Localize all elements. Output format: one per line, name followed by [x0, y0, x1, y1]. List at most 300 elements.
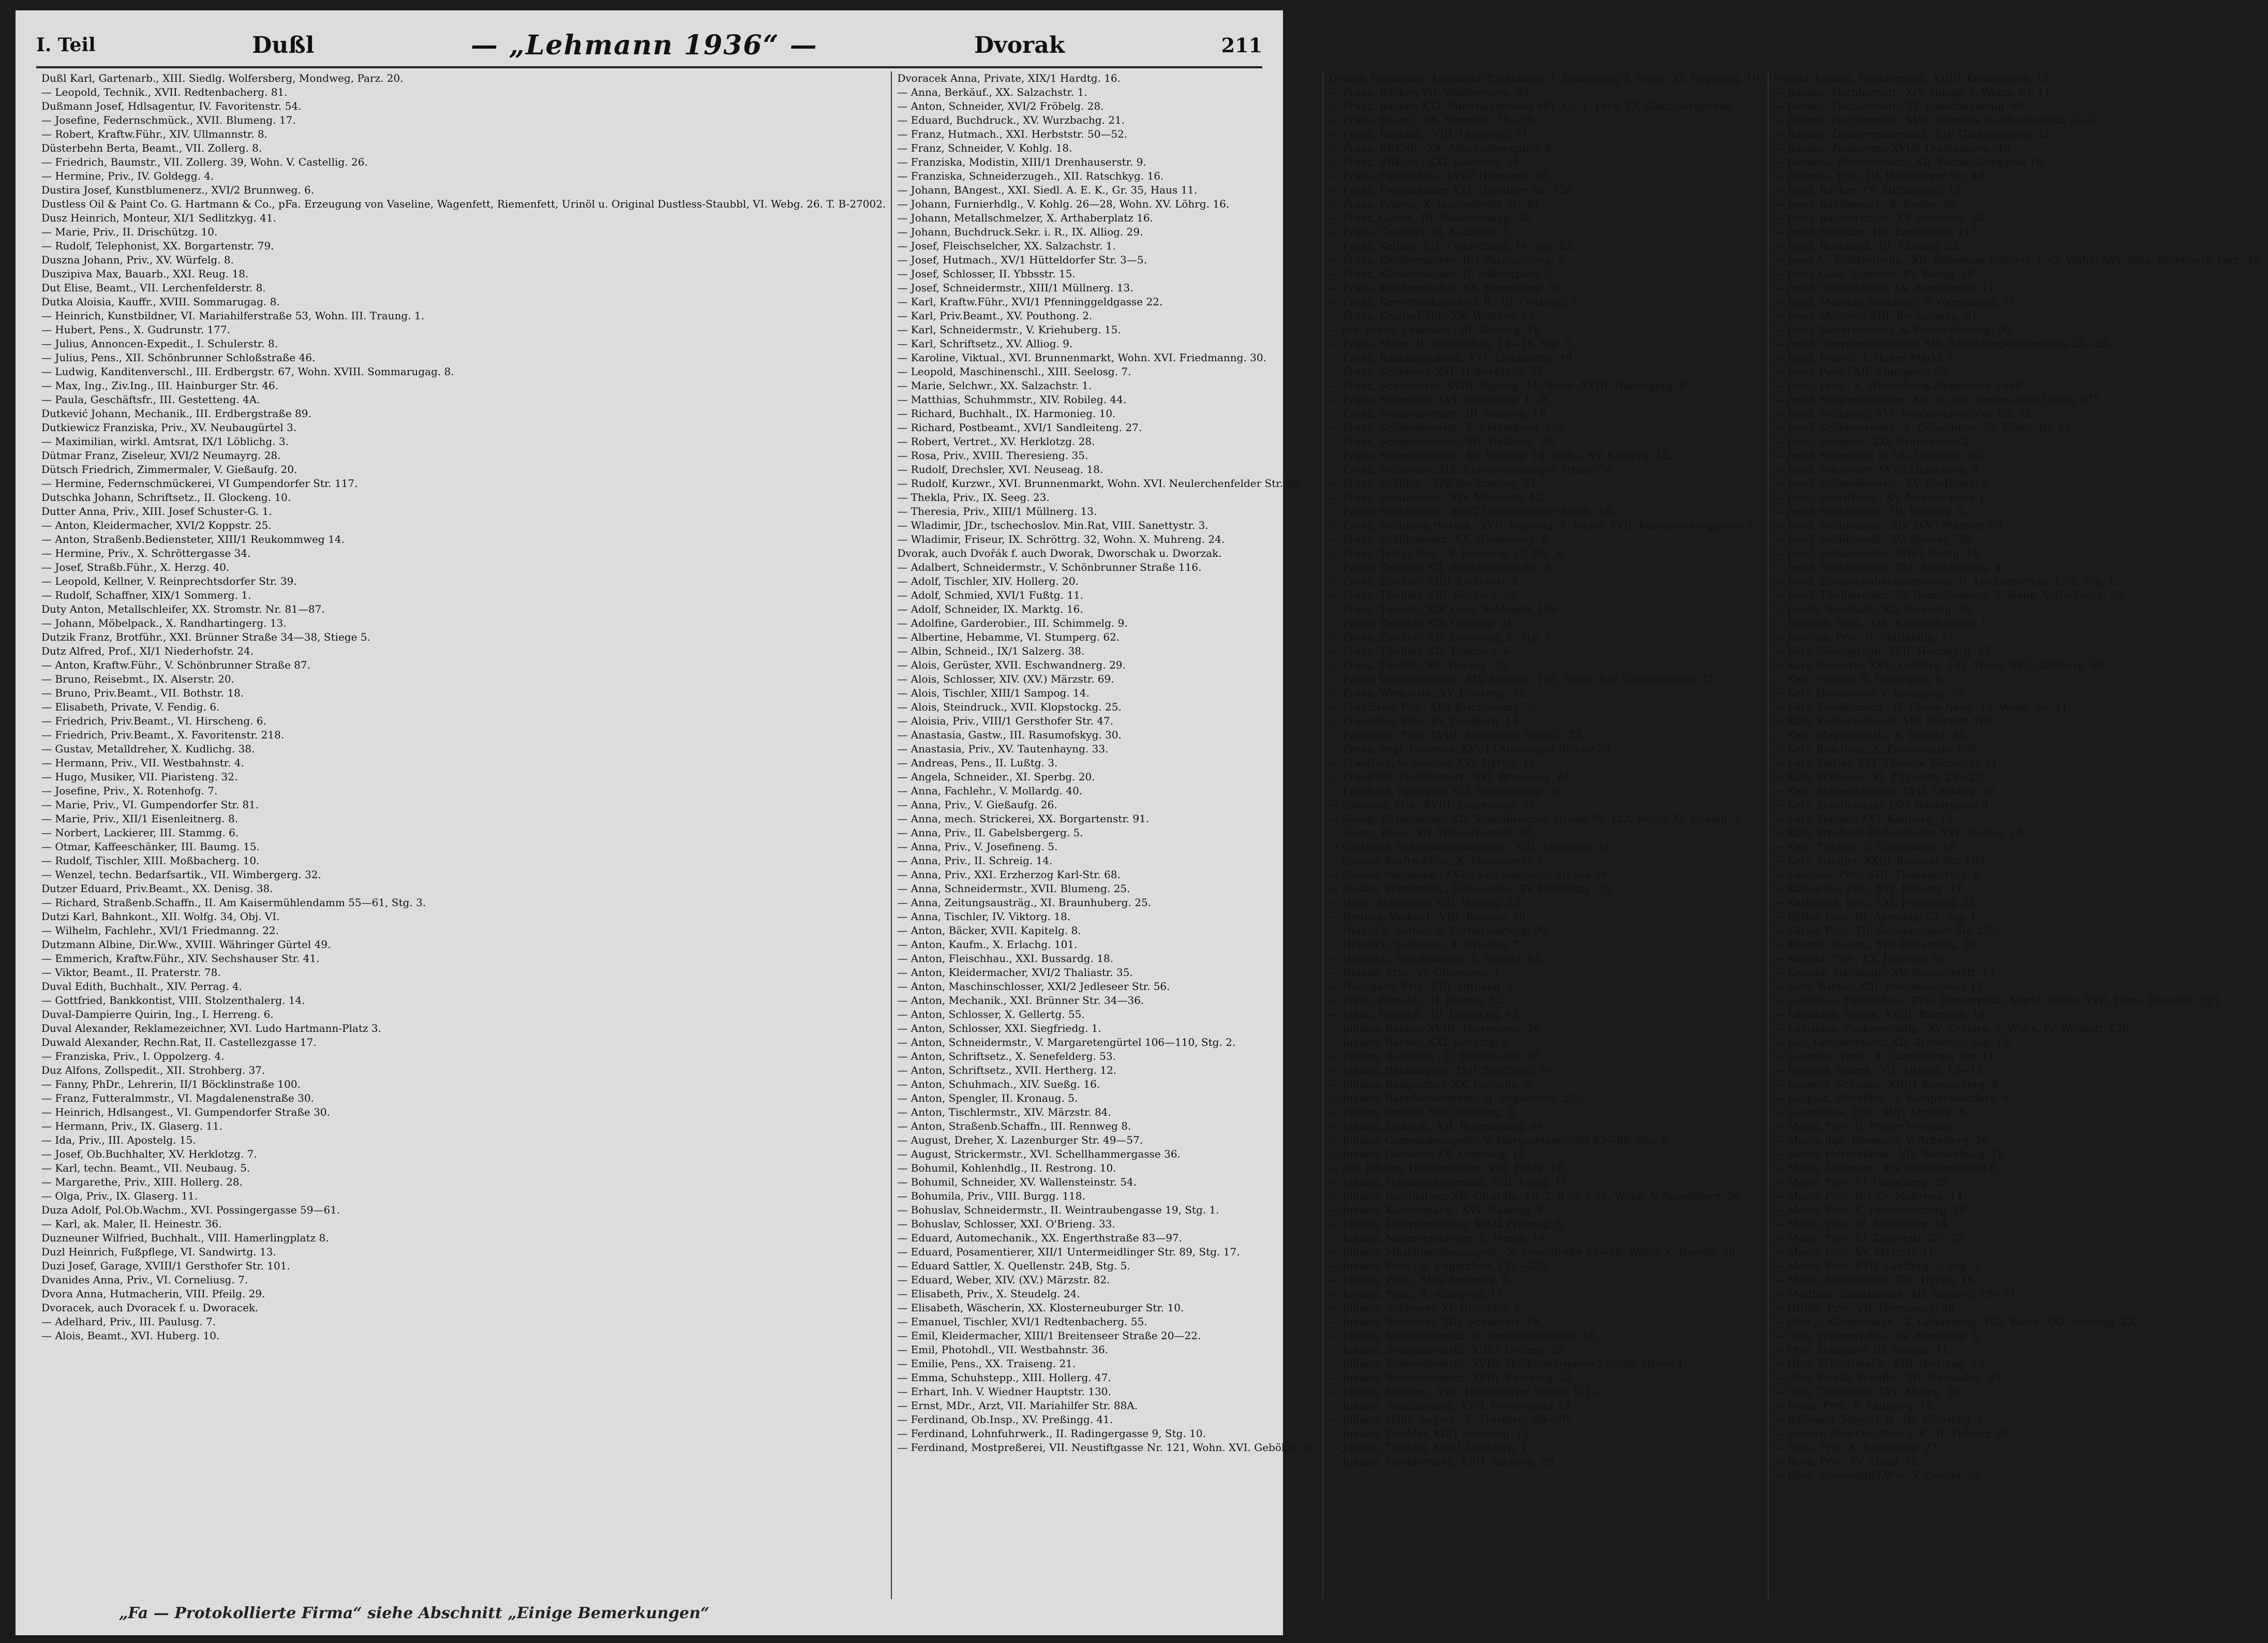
directory-entry: — Leopold, Werkführ., V. Rampersdorfferg. 4. [1773, 1092, 2013, 1104]
directory-entry: — Emil, Photohdl., VII. Westbahnstr. 36. [897, 1343, 1109, 1356]
directory-entry: — Marie, Schneiderin, XVI. Hyrtlg. 16. [1773, 1274, 1978, 1286]
directory-entry: — Alois, Beamt., XVI. Huberg. 10. [41, 1329, 220, 1342]
directory-entry: — Marie, Priv., VI. Halocherg. 25. [1773, 1176, 1951, 1188]
directory-entry: — Rosa, Priv., XV. Tiliag. 58. [1773, 1455, 1922, 1468]
directory-entry: Dvorak, auch Dvořák f. auch Dworak, Dworschak u. Dworzak. [897, 547, 1222, 559]
directory-entry: — Franz, Tischler, XIV. Oelweing. 6, Stg. 2. [1329, 631, 1555, 643]
directory-entry: — Richard, Postbeamt., XVI/1 Sandleiteng. 27. [897, 421, 1142, 434]
directory-entry: — Leopold, Kellner, V. Reinprechtsdorfer Str. 39. [41, 575, 297, 587]
directory-entry: — Franz, Schuhmmstr., XX. Hannoverg. 6. [1329, 533, 1551, 545]
directory-entry: — Alois, Steindruck., XVII. Klopstockg. 25. [897, 701, 1122, 713]
directory-entry: — Anton, Kleidermacher, XVI/2 Thaliastr. 35. [897, 966, 1133, 979]
directory-entry: — Anton, Tischlermstr., XIV. Märzstr. 84. [897, 1106, 1111, 1118]
publication-title: — „Lehmann 1936“ — [470, 29, 818, 61]
directory-entry: — Franziska, Schneiderzugeh., XII. Ratschkyg. 16. [897, 170, 1164, 182]
directory-entry: — Johann, Baugeidner, XX. Pielachg. 3. [1329, 1078, 1535, 1090]
directory-entry: — Bohumila, Priv., VIII. Burgg. 118. [897, 1190, 1085, 1202]
directory-entry: Dütmar Franz, Ziseleur, XVI/2 Neumayrg. 28. [41, 449, 281, 462]
directory-entry: — Margarethe, Priv., XIII. Hollerg. 28. [41, 1176, 243, 1188]
directory-entry: — Jakob, Postabjt., III. Dietrichg. 45. [1329, 1008, 1522, 1020]
directory-entry: — Konrad, Beamt., XIV. Rotlandstg. 39. [1773, 938, 1980, 951]
directory-entry: — Josef, Bahnbeamt., X. Keebg. 20. [1773, 198, 1959, 210]
directory-entry: — Anton, Schriftsetz., X. Senefelderg. 53. [897, 1050, 1116, 1062]
directory-entry: — Bruno, Priv.Beamt., VII. Bothstr. 18. [41, 687, 244, 699]
directory-entry: — Anna, Schneidermstr., XVII. Blumeng. 25. [897, 882, 1130, 895]
directory-entry: — Adolfine, Garderobier., III. Schimmelg. 9. [897, 617, 1128, 629]
header-rule [36, 66, 1262, 68]
directory-entry: — Johanna, Priv., III. Hainburger Str. 48. [1773, 170, 1988, 182]
directory-entry: — Johann, Bäcker, XVIII. Theresieng. 28. [1329, 1022, 1544, 1034]
directory-entry: — Olga, Priv., IX. Glaserg. 11. [41, 1190, 198, 1202]
directory-entry: — Josefine, Pens., XIX. Krottenbachstr. 1. [1773, 617, 1991, 629]
directory-entry: — Hans, Schneider, XIII. Hollerg. 23. [1329, 896, 1524, 909]
directory-entry: — Josef, Monteur, XIII. Beckmanng. 61. [1773, 309, 1981, 322]
directory-entry: — Karl, Drogerie, XVII. Geblerg. 102, Wohn. XVI. Gablenzg. 64. [1773, 659, 2108, 671]
directory-entry: — Wladimir, JDr., tschechoslov. Min.Rat, VIII. Sanettystr. 3. [897, 519, 1208, 531]
directory-entry: — Anton, Mechanik., XXI. Brünner Str. 34—36. [897, 994, 1144, 1006]
directory-entry: — Josef, Gold. Schmied, XV. Burgg. 58. [1773, 268, 1978, 280]
directory-entry: — Hedwig, Verkäuf., VIII. Bennog. 30. [1329, 910, 1529, 923]
directory-entry: — Marie, Priv., X. Pernerstorferg. 28. [1773, 1204, 1969, 1216]
directory-entry: — Anna, Priv., II. Schreig. 14. [897, 854, 1053, 867]
directory-entry: — Gustav, Mechanik., XVI/2 Lerchenfelder Straße 39. [1329, 868, 1610, 881]
directory-entry: — Johann, Bahnbediensteter, II. Engerthstr. 203. [1329, 1092, 1585, 1104]
directory-entry: — Josef, Schuhmmstr., XIII/1 Rissig. 15. [1773, 547, 1983, 559]
directory-entry: — Wilhelm, Fachlehr., XVI/1 Friedmanng. 22. [41, 924, 279, 937]
directory-entry: Duval-Dampierre Quirin, Ing., I. Herreng. 6. [41, 1008, 274, 1020]
directory-entry: — Josef, Hutmach., XV/1 Hütteldorfer Str. 3—5. [897, 254, 1147, 266]
directory-entry: — Rosa, Steuerofficl.Ww., V. Zentag. 20. [1773, 1469, 1984, 1482]
directory-entry: — Johann, Schuhm., VIII. Hütteldorfer Straße 111a. [1329, 1385, 1602, 1398]
directory-entry: — Bohumil, Schneider, XV. Wallensteinstr. 54. [897, 1176, 1137, 1188]
left-guide-word: Dußl [252, 32, 315, 58]
directory-entry: — Hermann, Priv., IX. Glaserg. 11. [41, 1120, 223, 1132]
directory-entry: — Johann, Holzdrechslermstr., VIII. Feldg. 19. [1329, 1176, 1571, 1188]
directory-entry: — Emil, Kleidermacher, XIII/1 Breitenseer Straße 20—22. [897, 1329, 1201, 1342]
directory-entry: — Marie, Priv., XV. Märzstr. 11. [1773, 1246, 1938, 1258]
directory-entry: — Otto, Straßb.Schaffn., XII. Neuwaldg. 49. [1773, 1371, 2005, 1384]
directory-entry: — Hermine, Priv., X. Schröttergasse 34. [41, 547, 251, 559]
directory-entry: — Rudolf, Schaffner, XIX/1 Sommerg. 1. [41, 589, 251, 601]
directory-entry: — Friedrich, Tischlermstr., XVI. Brunneng. 64. [1329, 771, 1574, 783]
directory-entry: — Anton, Kleidermacher, XVI/2 Koppstr. 25. [41, 519, 272, 531]
directory-entry: — Franz, Schneider, V. Kohlg. 18. [897, 142, 1072, 154]
directory-entry: — Josefine, Federnschmück., XVII. Blumeng. 17. [41, 114, 296, 126]
directory-entry: — Albin, Schneid., IX/1 Salzerg. 38. [897, 645, 1085, 657]
directory-column-3 [1323, 71, 1768, 1599]
directory-entry: — Franz, Werkmstr., XV. Hackeng. 22. [1329, 687, 1529, 699]
directory-entry: — Anna, Priv., XXI. Erzherzog Karl-Str. 68. [897, 868, 1121, 881]
directory-entry: — Emma, Schuhstepp., XIII. Hollerg. 47. [897, 1371, 1111, 1384]
directory-entry: — Heinrich, Schlosser, X. Erlachg. 7. [1329, 938, 1523, 951]
directory-entry: — Franz, Viktualienhdlg., XIV. Märzstr. 120, Wohn. XIV. Goldschlagstr. 22. [1329, 673, 1718, 685]
directory-entry: — Elisabeth, Priv., X. Steudelg. 24. [897, 1287, 1080, 1300]
directory-entry: Dutzmann Albine, Dir.Ww., XVIII. Währinger Gürtel 49. [41, 938, 331, 951]
directory-entry: Duszna Johann, Priv., XV. Würfelg. 8. [41, 254, 234, 266]
directory-entry: — Josef, Schneider, XVI/2 Habicherg. 4. [1773, 463, 1982, 476]
directory-entry: — Franz, Schuhm., XIV. Beckmanng. 21. [1329, 477, 1541, 490]
directory-entry: Dut Elise, Beamt., VII. Lerchenfelderstr. 8. [41, 282, 266, 294]
directory-entry: — Franz, Schneidermstr., III. Reinerg. 18. [1329, 407, 1549, 420]
directory-entry: — Franz, Schuhmach., XVI/2 Lerchenfelder Straße 68. [1329, 505, 1616, 517]
directory-entry: — Franz, Kraftw.Führ., XX. Winterg. 14. [1329, 309, 1538, 322]
directory-entry: — Bohuslav, Schlosser, XXI. O'Brieng. 33. [897, 1218, 1115, 1230]
directory-entry: — Rosa, Priv., X. Rotenhofg. 27. [1773, 1441, 1941, 1454]
directory-entry: — Franz, BBKrdl., XX. Allerheiligenplatz 8. [1329, 142, 1555, 154]
directory-entry: — Eduard, Posamentierer, XII/1 Untermeidlinger Str. 89, Stg. 17. [897, 1246, 1240, 1258]
directory-entry: — Johann, Metallschmelzer, X. Arthaberplatz 16. [897, 212, 1153, 224]
directory-entry: — Kurt, Wirker, XIII. Ameisbachzeile 15. [1773, 980, 1987, 993]
directory-entry: — Karl, Kraftw.Führ., XVI/1 Pfenninggeldgasse 22. [897, 295, 1163, 308]
directory-entry: — Franz, Schlosserei, XVIII. Riglerg. 14, Wohn. XVIII. Haizingerg. 8. [1329, 379, 1690, 392]
directory-entry: — Franz, Futteralmmstr., VI. Magdalenenstraße 30. [41, 1092, 315, 1104]
directory-entry: — Franz, BBKvid., XXI. Kolonistr. 54. [1329, 156, 1523, 168]
directory-entry: — Gabriele, Priv., XVIII. Theresieng. 46. [1329, 798, 1539, 811]
directory-entry: — Franz, Bäcker, VII. Wimbergerg. 23. [1329, 86, 1533, 98]
directory-entry: — Hermann, Priv., VII. Westbahnstr. 4. [41, 757, 244, 769]
directory-entry: — Marie, Priv., XII/1 Eisenleitnerg. 8. [41, 812, 238, 825]
directory-entry: Dvora Anna, Hutmacherin, VIII. Pfeilg. 29. [41, 1287, 265, 1300]
directory-entry: — Wladimir, Friseur, IX. Schröttrg. 32, Wohn. X. Muhreng. 24. [897, 533, 1225, 545]
directory-entry: — Anton, Kaufm., X. Erlachg. 101. [897, 938, 1078, 951]
directory-entry: — Thekla, Priv., IX. Seeg. 23. [897, 491, 1050, 504]
directory-entry: — Franz, Hutmach., XXI. Herbststr. 50—52. [897, 128, 1128, 140]
directory-entry: — Anton, Spengler, II. Kronaug. 5. [897, 1092, 1078, 1104]
directory-entry: — Friedrich, Priv.Beamt., X. Favoritenstr. 218. [41, 729, 285, 741]
directory-entry: — Maria, Priv., II. Prater Verwaltg. [1773, 1120, 1957, 1132]
directory-entry: — Johann, Laternenwärter, XIX/2 Probusg. 6. [1329, 1218, 1566, 1230]
directory-entry: — Alois, Gerüster, XVII. Eschwandnerg. 29. [897, 659, 1126, 671]
directory-entry: — Johann, Installateur, XII. Girardig. 10, T. B-29-7-41, Wohn. V. Angeliberg. 30. [1329, 1190, 1744, 1202]
directory-entry: — Karl, Priv.Beamt., XV. Pouthong. 2. [897, 309, 1093, 322]
directory-entry: Dustira Josef, Kunstblumenerz., XVI/2 Brunnweg. 6. [41, 184, 315, 196]
directory-entry: — Hermine, Federnschmückerei, VI Gumpendorfer Str. 117. [41, 477, 358, 490]
directory-entry: — Adelhard, Priv., III. Paulusg. 7. [41, 1315, 216, 1328]
directory-entry: — Karl, Sattler, XVI. Theodor Körner-G. 24. [1773, 757, 2001, 769]
directory-entry: — Johann, Schlosser, XI. Drischüg. 6. [1329, 1301, 1524, 1314]
directory-entry: — Franz, Friseur, X. Inzersdorfer Str. 81. [1329, 198, 1544, 210]
directory-entry: — Karl, Schneidermstr., V. Kriehuberg. 15. [897, 323, 1121, 336]
directory-entry: — Johann, Buchdruck.Sekr. i. R., IX. Alliog. 29. [897, 226, 1143, 238]
directory-entry: — Franz, Buchbdl., VIII. Lercheng. 11. [1329, 128, 1532, 140]
directory-entry: — Emanuel, Tischler, XVI/1 Redtenbacherg. 55. [897, 1315, 1147, 1328]
directory-entry: Duzi Josef, Garage, XVIII/1 Gersthofer Str. 101. [41, 1260, 290, 1272]
directory-entry: — August, Strickermstr., XVI. Schellhammergasse 36. [897, 1148, 1181, 1160]
directory-entry: — Marie, Priv., VI. Gumpendorfer Str. 81. [41, 798, 259, 811]
directory-entry: — Johann, Bankangest., IX/1 Bleicherg. 10. [1329, 1064, 1556, 1076]
directory-entry: — Robert, Vertret., XV. Herklotzg. 28. [897, 435, 1095, 448]
directory-entry: — Franz, Tischler, XIV. Gold. Schlagstr. 126. [1329, 603, 1561, 615]
directory-entry: — Josef, Schlosser, II. Ybbsstr. 15. [897, 268, 1076, 280]
directory-entry: — Josef, Opernbediensteter, XIV. Rauchfangkehrergasse 23—25. [1773, 337, 2112, 350]
directory-entry: — Franz, Gastwirt, VI. Kaunitzg. 1. [1329, 226, 1513, 238]
directory-entry: — Marie, Selchwr., XX. Salzachstr. 1. [897, 379, 1092, 392]
directory-entry: — Leo, Geschäftsleit., XII. Armenhof, Stg. 10. [1773, 1036, 2013, 1048]
directory-entry: Dutzik Franz, Brotführ., XXI. Brünner Straße 34—38, Stiege 5. [41, 631, 370, 643]
directory-entry: — Ludwig, Kanditenverschl., III. Erdbergstr. 67, Wohn. XVIII. Sommarugag. 8. [41, 365, 454, 378]
directory-entry: — Anna, mech. Strickerei, XX. Borgartenstr. 91. [897, 812, 1150, 825]
directory-entry: — Josef A., Elektrotechn., XII. Sebastian Kelch-G. 1—3, Wohn. XVI. Sdlg. Montleart, Parz. 49. [1773, 254, 2263, 266]
directory-column-2 [892, 71, 1323, 1599]
directory-entry: — Paula, Geschäftsfr., III. Gestetteng. 4A. [41, 393, 260, 406]
directory-entry: — Johann, städt. Angest., X. Trostbstr. 68—70. [1329, 1413, 1573, 1426]
directory-entry: — Paula, Priv., V. Rüdigerg. 16. [1773, 1399, 1937, 1412]
directory-entry: — Josef, Bäcker, XV. Stiftsbachg. 13. [1773, 184, 1964, 196]
directory-entry: — Marie, Priv., XI. Zipperstr. 23—27. [1773, 1232, 1968, 1244]
directory-entry: — Otto, Tapezierer, XVI. Abeleg. 19. [1773, 1385, 1963, 1398]
directory-entry: Dutschka Johann, Schriftsetz., II. Glockeng. 10. [41, 491, 291, 504]
directory-page [16, 10, 2263, 1635]
directory-entry: — Karl, Straßenb.Bediensteter, XVI. Ovellig. 15. [1773, 826, 2026, 839]
directory-entry: — Anton, Schlosser, X. Gellertg. 55. [897, 1008, 1085, 1020]
directory-entry: — Ferdinand, Ob.Insp., XV. Preßingg. 41. [897, 1413, 1113, 1426]
directory-entry: — Franz, Gastw., III. Rasumofskyg. 30. [1329, 212, 1533, 224]
directory-entry: — Hugo, Musiker, VII. Piaristeng. 32. [41, 771, 238, 783]
directory-entry: — Ida, Priv., III. Apostelg. 15. [41, 1134, 196, 1146]
directory-entry: — Franz, Kleidermacher, II. Volkertplatz 5. [1329, 268, 1554, 280]
page-footer: „Fa — Protokollierte Firma“ siehe Abschnitt „Einige Bemerkungen“ [119, 1604, 710, 1622]
directory-entry: — Eduard, Automechanik., XX. Engerthstraße 83—97. [897, 1232, 1183, 1244]
directory-entry: — Johann, BAngest., XXI. Siedl. A. E. K., Gr. 35, Haus 11. [897, 184, 1198, 196]
directory-entry: — Ladislaus, Fleischhau., XVII. Dornerplatz, Markt, Wohn. XVII. Hern. Hauptstr. 221. [1773, 994, 2224, 1006]
directory-entry: — August, Dreher, X. Lazenburger Str. 49—57. [897, 1134, 1143, 1146]
directory-entry: — Josefine, Priv., X. Rotenhofg. 7. [41, 785, 218, 797]
directory-entry: — Josef, Straßb.Führ., X. Herzg. 40. [41, 561, 230, 573]
directory-entry: — Johann, Tischlermstr., XVII. Clemens Hoffbauer-Platz 2—3. [1773, 114, 2097, 126]
directory-entry: — Leopold, Schuhm., XIII/1 Kienmayerg. 9. [1773, 1078, 2002, 1090]
directory-entry: — Josef, Brotführ., II/1 Engerthstr. 217. [1773, 226, 1980, 238]
directory-entry: — Franz, Tischler, XII/1 Eichenstr. 8. [1329, 575, 1522, 587]
directory-entry: — Adolf, Schneider, IX. Marktg. 16. [897, 603, 1083, 615]
directory-entry: — Maria, Herrenkleid., VII. Wickenburg. 18. [1773, 1148, 2007, 1160]
directory-entry: — Franz, Schuhrep.Werkst., XVII. Kapitelg. 8, Wohn. XVII. Kalvarienberggasse 8. [1329, 519, 1756, 531]
directory-entry: — Josef, Pelzwr., I. Hoher Markt 3. [1773, 351, 1956, 364]
directory-entry: Dußl Karl, Gartenarb., XIII. Siedlg. Wolfersberg, Mondweg, Parz. 20. [41, 72, 404, 84]
directory-entry: Dutz Alfred, Prof., XI/1 Niederhofstr. 24. [41, 645, 254, 657]
directory-entry: Duszipiva Max, Bauarb., XXI. Reug. 18. [41, 268, 249, 280]
directory-entry: — Johann, Elektrik., XII. Rotenmühlg. 64. [1329, 1120, 1547, 1132]
directory-entry: — Johann, Schneidermstr., XVIII. Edelhofg. 22. [1329, 1371, 1576, 1384]
directory-entry: — Robert, Post-Ob.Offizl. i. R., II. Ybbsstr. 28. [1773, 1427, 2013, 1440]
directory-entry: — Josef, Schuhmach., III. Paulusg. 5. [1773, 505, 1967, 517]
directory-entry: — Käthe, Priv., XII. Schönbrunner Str. 235. [1773, 924, 2000, 937]
directory-entry: — Josef, Schuhmmstr., XVI. Birdhetterng. 4. [1773, 561, 2005, 573]
directory-entry: — Josef, Maschin.Schlosser, V. Vogelsangg. 31. [1773, 295, 2019, 308]
directory-entry: Dußmann Josef, Hdlsagentur, IV. Favoritenstr. 54. [41, 100, 302, 112]
directory-entry: — Karl, Chemigraph, XVII. Hormayrg. 27. [1773, 645, 1994, 657]
directory-entry: Duty Anton, Metallschleifer, XX. Stromstr. Nr. 81—87. [41, 603, 325, 615]
directory-entry: Dvoracek Anna, Private, XIX/1 Hardtg. 16. [897, 72, 1121, 84]
directory-entry: — Josefa, Buchhalt., XII. Bivenotg. 20. [1773, 603, 1975, 615]
directory-entry: — Johann, Schuhmmstr., XVII. Dornerplatz 13. [1329, 1399, 1574, 1412]
directory-entry: — Josef, Schuhmach., XIV. (XV.) Märzstr. 69. [1773, 519, 2006, 531]
directory-entry: — Gustav, Schriftstell., Schauspiel., XV. Herklotzg. 25. [1329, 882, 1614, 895]
directory-entry: — Josef, Pens., XII. Stumperg. 62. [1773, 365, 1951, 378]
directory-entry: — Anna, Priv., V. Josefineng. 5. [897, 840, 1058, 853]
directory-entry: — Anton, Straßenb.Schaffn., III. Rennweg 8. [897, 1120, 1131, 1132]
directory-entry: Dutkević Johann, Mechanik., III. Erdbergstraße 89. [41, 407, 311, 420]
directory-entry: — Franz, Korvettenkapitän i. R., III. Oetzeltg. 3. [1329, 295, 1581, 308]
directory-column-4 [1769, 71, 2268, 1599]
directory-entry: — Konrad, Priv., XX. Jägerstr. 96. [1773, 952, 1948, 965]
directory-entry: — Katharina, Priv., XXI. Jeneweing. 33. [1773, 896, 1979, 909]
directory-entry: — Leopold, Maschinenschl., XIII. Seelosg. 7. [897, 365, 1131, 378]
directory-entry: — Gustav, Metalldreher, X. Kudlichg. 38. [41, 743, 255, 755]
directory-entry: — Josef, Schirmdrechsler, XII. An der oberen alten Donau 871. [1773, 393, 2103, 406]
directory-entry: Dütsch Friedrich, Zimmermaler, V. Gießaufg. 20. [41, 463, 297, 476]
directory-entry: — Käthe, Priv., III. Apostelg. 22, Stg. 1. [1773, 910, 1980, 923]
directory-entry: — Emilie, Pens., XX. Traiseng. 21. [897, 1357, 1076, 1370]
directory-entry: — Max, Ing., Ziv.Ing., III. Hainburger Str. 46. [41, 379, 279, 392]
directory-entry: — Ernst, MDr., Arzt, VII. Mariahilfer Str. 88A. [897, 1399, 1138, 1412]
directory-entry: — Josef, Buchbind., III. Khunng. 22. [1773, 240, 1962, 252]
directory-entry: — Franz, Tischler, XIV. Grimmg. 21. [1329, 617, 1517, 629]
directory-entry: Düsterbehn Berta, Beamt., VII. Zollerg. 8. [41, 142, 262, 154]
directory-entry: — Franz, Kellner, XIX. Obkircherg. 16, Stg. 12. [1329, 240, 1575, 252]
directory-entry: — Karl, Kupferschmied, XIV. Märzstr. 108. [1773, 715, 1996, 727]
directory-entry: Duzl Heinrich, Fußpflege, VI. Sandwirtg. 13. [41, 1246, 276, 1258]
directory-entry: — Matthias, Schuhmmstr., XIV. Robileg. 44. [897, 393, 1127, 406]
directory-entry: Dutzi Karl, Bahnkont., XII. Wolfg. 34, Obj. VI. [41, 910, 280, 923]
directory-entry: — Friedrich, Priv.Beamt., VI. Hirscheng. 6. [41, 715, 266, 727]
directory-entry: — Alois, Schlosser, XIV. (XV.) Märzstr. 69. [897, 673, 1114, 685]
directory-entry: — Johann, Möbelpack., X. Randhartingerg. 13. [41, 617, 287, 629]
directory-entry: — Franz, Schneidermstr., XII. Wallaitig. 20. [1329, 435, 1557, 448]
directory-entry: — Franz, Rauchfangkehr., XVI. Liebhardtg. 49. [1329, 351, 1576, 364]
directory-entry: — Franz, Telegr.Insp., X. Kennerg. 10, Stg. 6. [1329, 547, 1566, 559]
directory-entry: — Franziska, Modistin, XIII/1 Drenhauserstr. 9. [897, 156, 1146, 168]
directory-entry: — Hildegard, Priv., VIII. Ottliebg. 1. [1329, 980, 1517, 993]
directory-entry: — Bohumil, Kohlenhdlg., II. Restrong. 10. [897, 1162, 1116, 1174]
directory-entry: — Otmar, Kaffeeschänker, III. Baumg. 15. [41, 840, 260, 853]
directory-entry: — Josef, Schuhmach., XV. Spaung. 38. [1773, 533, 1973, 545]
directory-entry: — Franziska, Priv., XVIII. Anastasius Grün-G. 23. [1329, 729, 1585, 741]
directory-entry: — Karl, Tischler, XXI/1 Brünner Str. 103. [1773, 854, 1988, 867]
directory-entry: — Franziska, Priv., XI/1 Krichbaumg. 7. [1329, 701, 1536, 713]
directory-entry: — Karl, Schlosser, XI. Zipperstr. 23—27. [1773, 771, 1986, 783]
directory-entry: — Anton, Schlosser, XXI. Siegfriedg. 1. [897, 1022, 1101, 1034]
directory-entry: — Karl, Kleidermach., IV. Obere Neug. 15, Wohn. Nr. 11. [1773, 701, 2071, 713]
directory-entry: — Emmerich, Kraftw.Führ., XIV. Sechshauser Str. 41. [41, 952, 320, 965]
directory-entry: — Franziska, Priv., I. Oppolzerg. 4. [41, 1050, 225, 1062]
directory-entry: — Gottfried, Bankkontist, VIII. Stolzenthalerg. 14. [41, 994, 305, 1006]
directory-entry: — Freda, engl. Lehrerin, XVI/1 Ottakringer Straße 20. [1329, 743, 1614, 755]
directory-entry: Duz Alfons, Zollspedit., XII. Strohberg. 37. [41, 1064, 265, 1076]
directory-entry: Dutzer Eduard, Priv.Beamt., XX. Denisg. 38. [41, 882, 273, 895]
directory-entry: — Norbert, Lackierer, III. Stammg. 6. [41, 826, 239, 839]
directory-entry: — Eduard, Weber, XIV. (XV.) Märzstr. 82. [897, 1274, 1110, 1286]
directory-entry: — Johann, Badedien., II. Schüttaustr. 67. [1329, 1050, 1543, 1062]
directory-entry: — Johann, Schneidermstr., XIII/1 Hollerg. 23. [1329, 1343, 1568, 1356]
directory-entry: — Anton, Straßenb.Bediensteter, XIII/1 Reukommweg 14. [41, 533, 345, 545]
directory-entry: — Johann, Gemeindeangest., V. Margaretengürtel 82—88, Stg. 5. [1329, 1134, 1671, 1146]
directory-entry: — Heinrich, Schuhmmstr., X. Davidg. 62. [1329, 952, 1544, 965]
directory-entry: — Gottfried, Schlafwagenkontroll., XIII. Antaeusg. 31. [1329, 840, 1614, 853]
directory-entry: Duval Alexander, Reklamezeichner, XVI. Ludo Hartmann-Platz 3. [41, 1022, 381, 1034]
directory-entry: — Otto, Schnittmach., XIII. Iheringg. 19. [1773, 1357, 1988, 1370]
directory-entry: — Otto J., Kleidermach., X. Columbusg. 102, Wohn. XXI. Immeng. 23. [1773, 1315, 2137, 1328]
directory-entry: — Anna, Priv., V. Gießaufg. 26. [897, 798, 1057, 811]
directory-entry: — Johann, Gerüster, XX. Othmarg. 16. [1329, 1148, 1529, 1160]
directory-entry: — Franz, Schlosser, XXI. Hubertusstr. 32. [1329, 365, 1547, 378]
directory-entry: — Josef, Fleischselcher, XX. Salzachstr. 1. [897, 240, 1116, 252]
directory-entry: — Elisabeth, Private, V. Fendig. 6. [41, 701, 220, 713]
directory-entry: — Anton, Fleischhau., XXI. Bussardg. 18. [897, 952, 1114, 965]
directory-entry: — Maria, dipl. Pflegerin, V. Arbeiterg. 28. [1773, 1134, 1992, 1146]
directory-entry: — Johann, Dreher, XIV. Ohdoferg. 8. [1329, 1106, 1518, 1118]
directory-entry: — Julius, Pens., XII. Schönbrunner Schloßstraße 46. [41, 351, 316, 364]
directory-entry: — Marie, Priv., II/1 Gr. Mohreng. 14. [1773, 1190, 1966, 1202]
directory-entry: — Ladislaus, Zuckerwrhdlg., XV. Zedlerg. 7, Wohn. IV. Wehlistr. 220. [1773, 1022, 2132, 1034]
directory-entry: — Karl, Tischler, V. Einsiedlerg. 19. [1773, 840, 1959, 853]
directory-entry: — Marie, Priv., XI. Sedlitzkyg. 14. [1773, 1218, 1951, 1230]
directory-entry: — jun. Franz, Lebensm., III. Reinerg. 18. [1329, 323, 1544, 336]
page-header [36, 27, 1262, 63]
directory-entry: — Richard, Buchhalt., IX. Harmonieg. 10. [897, 407, 1116, 420]
directory-entry: — Johann, Schlosser, XIII. Schanzstr. 19. [1329, 1315, 1542, 1328]
directory-entry: — Karl, techn. Beamt., VII. Neubaug. 5. [41, 1162, 250, 1174]
directory-entry: — Karl, Magazinsarb., X. Davidg. 34. [1773, 729, 1968, 741]
directory-entry: Dusz Heinrich, Monteur, XI/1 Sedlitzkyg. 41. [41, 212, 277, 224]
directory-entry: — Franz, Schneidermstr., X. Columbusg. 102. [1329, 421, 1569, 434]
directory-entry: Dvoracek, auch Dvoracek f. u. Dworacek. [41, 1301, 259, 1314]
directory-entry: — Ladislaus, Gastw., XVIII. Blumeng. 18. [1773, 1008, 1989, 1020]
directory-entry: — Johann, Marmorschleifer, X. Herzg. 14. [1329, 1232, 1548, 1244]
directory-entry: Dutter Anna, Priv., XIII. Josef Schuster-G. 1. [41, 505, 272, 517]
directory-entry: — Anna, Priv., II. Gabelsbergerg. 5. [897, 826, 1083, 839]
directory-entry: — Josef, Bauwerkführ., XV. Deublerg. 40. [1773, 212, 1988, 224]
directory-entry: — Rudolf, Drechsler, XVI. Neuseag. 18. [897, 463, 1103, 476]
directory-entry: — Franz, Beamt., XX. Stromstr. 74—76. [1329, 114, 1536, 126]
directory-entry: — Leontine, Pens., X. Lazenburger Str. 41. [1773, 1050, 1997, 1062]
directory-entry: — Johann, Pens., II. Engerthstr. 231—233. [1329, 1260, 1550, 1272]
directory-entry: — Ferdinand, Mostpreßerei, VII. Neustiftgasse Nr. 121, Wohn. XVI. Gebökg. 38. [897, 1441, 1318, 1454]
directory-entry: — Franz, Kleidermacher, II/1 Pazmaniteng. 2. [1329, 254, 1569, 266]
directory-entry: — Theresia, Priv., XIII/1 Müllnerg. 13. [897, 505, 1097, 517]
directory-entry: — Franz, Fleischhau., XVI/2 Hasnerstr. 91. [1329, 170, 1554, 182]
directory-entry: — Franz, Schneider, XVI. Domanigg. 1—9. [1329, 393, 1551, 406]
directory-entry: — Rudolf, Kurzwr., XVI. Brunnenmarkt, Wohn. XVI. Neulerchenfelder Str. 38. [897, 477, 1303, 490]
directory-entry: — Franz, Schneider, XIX. Klosterneuburger Straße 56. [1329, 463, 1615, 476]
directory-entry: — Wenzel, techn. Bedarfsartik., VII. Wimbergerg. 32. [41, 868, 321, 881]
directory-entry: — Rudolf, Tischler, XIII. Moßbacherg. 10. [41, 854, 260, 867]
directory-entry: — Karl, Hutmacher, V. Spengerg. 52. [1773, 687, 1967, 699]
directory-entry: — Karoline, Priv., XIII. Tiefendorferg. 8. [1773, 868, 1983, 881]
directory-entry: — Konrad, Stickmstr., XV. Nauscherstr. 13. [1773, 966, 1998, 979]
directory-entry: — Anna, Berkäuf., XX. Salzachstr. 1. [897, 86, 1087, 98]
page-number: 211 [1221, 33, 1262, 57]
directory-entry: Duwald Alexander, Rechn.Rat, II. Castellezgasse 17. [41, 1036, 317, 1048]
directory-entry: — Hubert, Pens., X. Gudrunstr. 177. [41, 323, 231, 336]
directory-columns [36, 71, 2263, 1599]
directory-entry: — Franz, Bäcker, XXI. Biberhaufenweg 481, Gr. 1, Parz. 27, Glattauergründe. [1329, 100, 1735, 112]
directory-entry: — Franziska, Priv., XV. Denglerg. 14. [1329, 715, 1521, 727]
directory-entry: — Heinrich, Hdlsangest., VI. Gumpendorfer Straße 30. [41, 1106, 330, 1118]
directory-entry: — Eduard Sattler, X. Quellenstr. 24B, Stg. 5. [897, 1260, 1130, 1272]
directory-entry: Dvorak Johann, Tischlermstr., XIII/1 Klenmayerg. 19. [1773, 72, 2053, 84]
directory-entry: — Anna, Tischler, IV. Viktorg. 18. [897, 910, 1071, 923]
directory-entry: — Rosa, Priv., XVIII. Theresieng. 35. [897, 449, 1088, 462]
directory-entry: — Josef, Pens., X. Wienerberg-Ziegelwerk 146B. [1773, 379, 2026, 392]
directory-entry: — Friedrich, Schneider, XVI. Hyrtlg. 14. [1329, 757, 1539, 769]
directory-entry: — Bohuslav, Schneidermstr., II. Weintraubengasse 19, Stg. 1. [897, 1204, 1219, 1216]
directory-entry: — Johann, Tischler, XII/1 Sechterg. 15. [1329, 1427, 1533, 1440]
directory-entry: — Franz, Kleidermacher, XX. Hannoverg. 16. [1329, 282, 1565, 294]
directory-entry: — Karl, Friseur, II. Pauluspatz 9. [1773, 673, 1945, 685]
directory-entry: — Johanna, Blumenmach., XII. Pachmüllergasse 16. [1773, 156, 2046, 168]
directory-entry: Dvanides Anna, Priv., VI. Corneliusg. 7. [41, 1274, 248, 1286]
directory-entry: — Josef, Nachtwächter, X. Pernerstorferg. 90. [1773, 323, 2014, 336]
